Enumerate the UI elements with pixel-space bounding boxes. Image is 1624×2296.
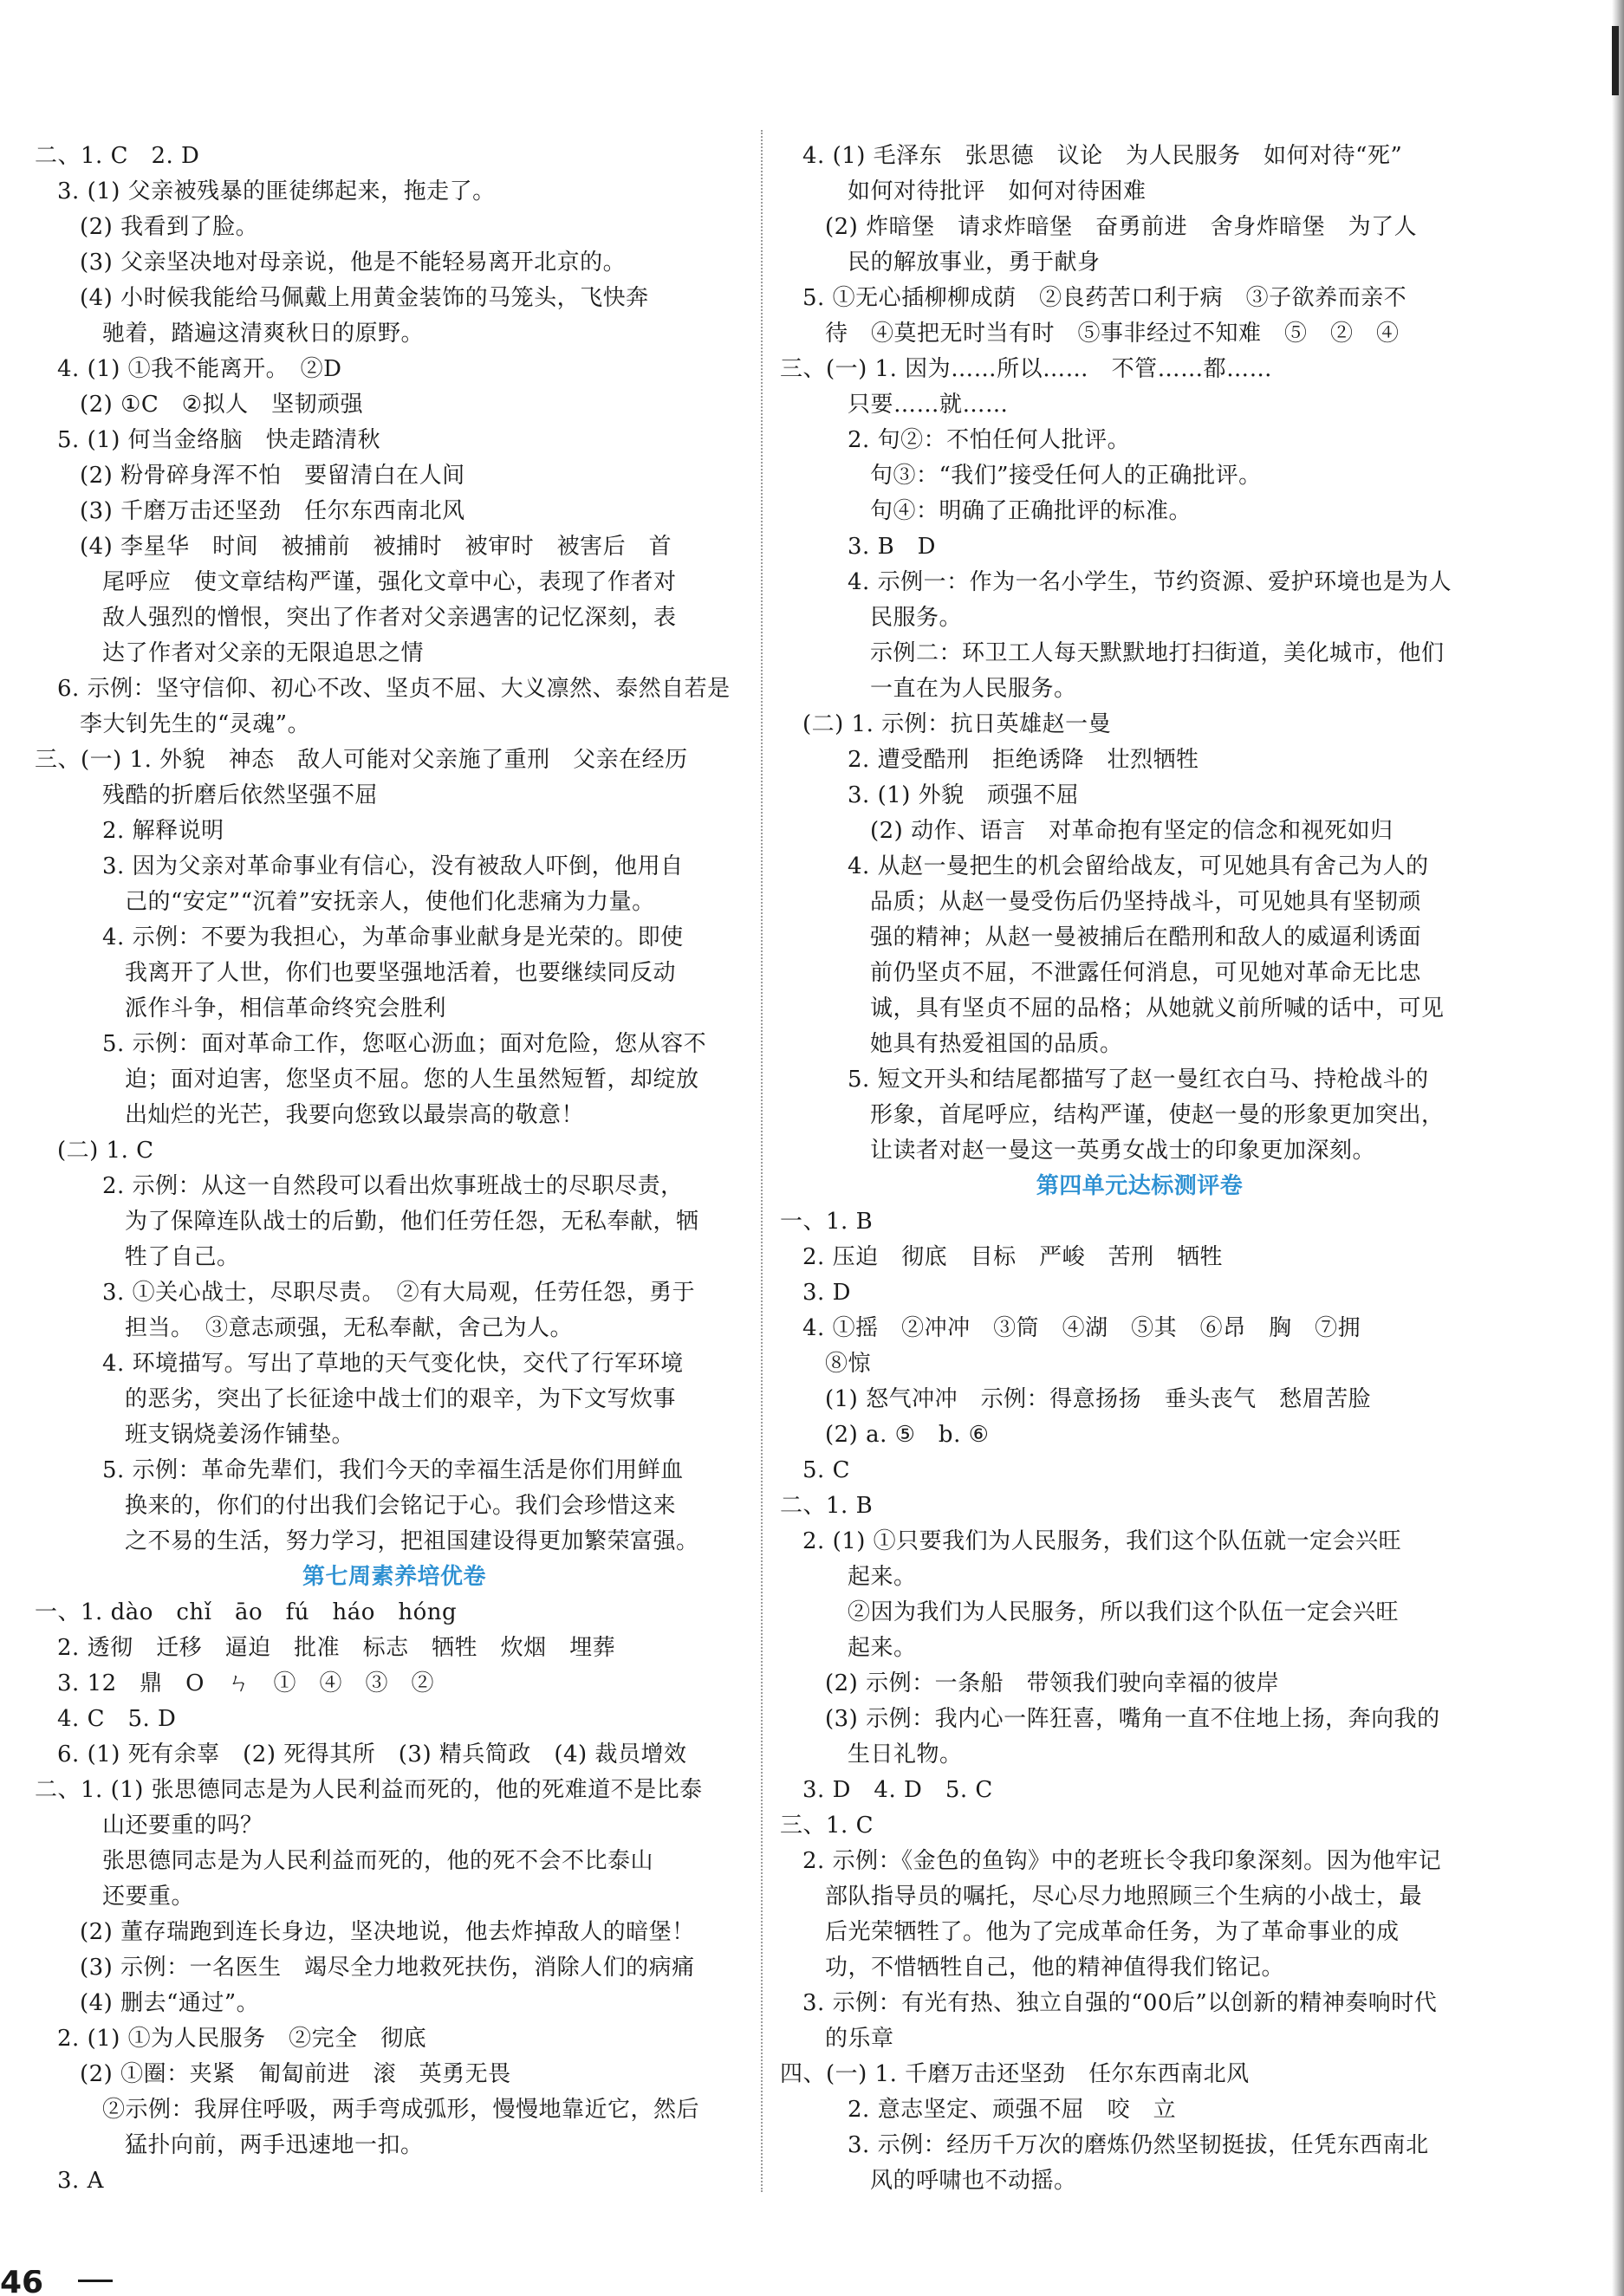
answer-line: 部队指导员的嘱托，尽心尽力地照顾三个生病的小战士，最 bbox=[825, 1884, 1423, 1910]
answer-line: 猛扑向前，两手迅速地一扣。 bbox=[125, 2132, 424, 2158]
answer-line: 风的呼啸也不动摇。 bbox=[870, 2168, 1077, 2194]
answer-line: (2) a. ⑤ b. ⑥ bbox=[825, 1422, 990, 1448]
scan-mark bbox=[1612, 26, 1619, 95]
answer-line: 三、(一) 1. 外貌 神态 敌人可能对父亲施了重刑 父亲在经历 bbox=[35, 747, 688, 773]
answer-line: 3. (1) 父亲被残暴的匪徒绑起来，拖走了。 bbox=[57, 178, 496, 204]
answer-line: 出灿烂的光芒，我要向您致以最崇高的敬意！ bbox=[125, 1102, 585, 1128]
answer-line: 民的解放事业，勇于献身 bbox=[848, 250, 1101, 276]
answer-line: 3. D 4. D 5. C bbox=[802, 1777, 993, 1803]
answer-line: 一、1. B bbox=[780, 1209, 874, 1235]
answer-line: 2. 意志坚定、顽强不屈 咬 立 bbox=[848, 2097, 1177, 2123]
answer-line: 功，不惜牺牲自己，他的精神值得我们铭记。 bbox=[825, 1955, 1285, 1981]
answer-line: (2) 示例：一条船 带领我们驶向幸福的彼岸 bbox=[825, 1670, 1280, 1696]
answer-line: 强的精神；从赵一曼被捕后在酷刑和敌人的威逼利诱面 bbox=[870, 924, 1422, 950]
answer-line: 2. (1) ①为人民服务 ②完全 彻底 bbox=[57, 2026, 427, 2052]
answer-line: 2. 示例：《金色的鱼钩》中的老班长令我印象深刻。因为他牢记 bbox=[802, 1848, 1442, 1874]
answer-line: 的乐章 bbox=[825, 2026, 894, 2052]
answer-line: ②示例：我屏住呼吸，两手弯成弧形，慢慢地靠近它，然后 bbox=[102, 2097, 700, 2123]
answer-line: 形象，首尾呼应，结构严谨，使赵一曼的形象更加突出， bbox=[870, 1102, 1445, 1128]
answer-line: 品质；从赵一曼受伤后仍坚持战斗，可见她具有坚韧顽 bbox=[870, 889, 1422, 915]
answer-line: 2. 遭受酷刑 拒绝诱降 壮烈牺牲 bbox=[848, 747, 1199, 773]
answer-line: 生日礼物。 bbox=[848, 1741, 963, 1767]
answer-line: (4) 李星华 时间 被捕前 被捕时 被审时 被害后 首 bbox=[80, 534, 672, 560]
answer-line: 三、(一) 1. 因为……所以…… 不管……都…… bbox=[780, 356, 1273, 382]
answer-line: 4. (1) ①我不能离开。 ②D bbox=[57, 356, 342, 382]
answer-line: 派作斗争，相信革命终究会胜利 bbox=[125, 996, 447, 1022]
answer-line: (4) 小时候我能给马佩戴上用黄金装饰的马笼头，飞快奔 bbox=[80, 285, 649, 311]
answer-line: 之不易的生活，努力学习，把祖国建设得更加繁荣富强。 bbox=[125, 1528, 699, 1554]
answer-line: 6. (1) 死有余辜 (2) 死得其所 (3) 精兵简政 (4) 裁员增效 bbox=[57, 1741, 687, 1767]
section-heading: 第七周素养培优卷 bbox=[302, 1564, 486, 1590]
answer-line: 4. (1) 毛泽东 张思德 议论 为人民服务 如何对待“死” bbox=[802, 143, 1403, 169]
answer-line: 山还要重的吗？ bbox=[102, 1813, 263, 1839]
answer-line: 敌人强烈的憎恨，突出了作者对父亲遇害的记忆深刻，表 bbox=[102, 605, 677, 631]
answer-line: 牲了自己。 bbox=[125, 1244, 240, 1270]
answer-line: 担当。 ③意志顽强，无私奉献，舍己为人。 bbox=[125, 1315, 574, 1341]
answer-line: (2) 董存瑞跑到连长身边，坚决地说，他去炸掉敌人的暗堡！ bbox=[80, 1919, 695, 1945]
answer-line: 诚，具有坚贞不屈的品格；从她就义前所喊的话中，可见 bbox=[870, 996, 1445, 1022]
answer-line: 3. B D bbox=[848, 534, 937, 560]
answer-line: 4. C 5. D bbox=[57, 1706, 177, 1732]
answer-line: 4. 从赵一曼把生的机会留给战友，可见她具有舍己为人的 bbox=[848, 853, 1429, 879]
answer-line: 句④：明确了正确批评的标准。 bbox=[870, 498, 1192, 524]
answer-line: 2. (1) ①只要我们为人民服务，我们这个队伍就一定会兴旺 bbox=[802, 1528, 1402, 1554]
answer-column-right bbox=[780, 139, 1499, 2199]
answer-line: 起来。 bbox=[848, 1635, 917, 1661]
answer-line: (3) 示例：我内心一阵狂喜，嘴角一直不住地上扬，奔向我的 bbox=[825, 1706, 1440, 1732]
answer-line: 驰着，踏遍这清爽秋日的原野。 bbox=[102, 321, 425, 347]
answer-line: (2) 动作、语言 对革命抱有坚定的信念和视死如归 bbox=[870, 818, 1393, 844]
answer-line: 3. 示例：经历千万次的磨炼仍然坚韧挺拔，任凭东西南北 bbox=[848, 2132, 1429, 2158]
answer-line: 三、1. C bbox=[780, 1813, 874, 1839]
column-divider bbox=[761, 130, 763, 2192]
answer-line: 示例二：环卫工人每天默默地打扫街道，美化城市，他们 bbox=[870, 640, 1445, 666]
answer-line: 4. 示例：不要为我担心，为革命事业献身是光荣的。即使 bbox=[102, 924, 684, 950]
answer-line: 李大钊先生的“灵魂”。 bbox=[80, 711, 311, 737]
answer-line: 一直在为人民服务。 bbox=[870, 676, 1077, 702]
answer-line: 4. 示例一：作为一名小学生，节约资源、爱护环境也是为人 bbox=[848, 569, 1452, 595]
answer-line: 班支锅烧姜汤作铺垫。 bbox=[125, 1422, 355, 1448]
answer-line: 6. 示例：坚守信仰、初心不改、坚贞不屈、大义凛然、泰然自若是 bbox=[57, 676, 731, 702]
answer-line: 起来。 bbox=[848, 1564, 917, 1590]
answer-line: 5. C bbox=[802, 1457, 850, 1483]
answer-line: 二、1. C 2. D bbox=[35, 143, 200, 169]
answer-line: 残酷的折磨后依然坚强不屈 bbox=[102, 782, 379, 808]
answer-line: 的恶劣，突出了长征途中战士们的艰辛，为下文写炊事 bbox=[125, 1386, 677, 1412]
answer-line: 3. 因为父亲对革命事业有信心，没有被敌人吓倒，他用自 bbox=[102, 853, 684, 879]
answer-line: 让读者对赵一曼这一英勇女战士的印象更加深刻。 bbox=[870, 1138, 1376, 1164]
answer-line: 3. 示例：有光有热、独立自强的“00后”以创新的精神奏响时代 bbox=[802, 1990, 1438, 2016]
answer-line: (二) 1. C bbox=[57, 1138, 154, 1164]
answer-line: 3. 12 鼎 O ㄣ ① ④ ③ ② bbox=[57, 1670, 434, 1696]
answer-line: 5. ①无心插柳柳成荫 ②良药苦口利于病 ③子欲养而亲不 bbox=[802, 285, 1407, 311]
answer-line: 如何对待批评 如何对待困难 bbox=[848, 178, 1147, 204]
answer-line: 迫；面对迫害，您坚贞不屈。您的人生虽然短暂，却绽放 bbox=[125, 1067, 699, 1093]
answer-line: 3. ①关心战士，尽职尽责。 ②有大局观，任劳任怨，勇于 bbox=[102, 1280, 696, 1306]
answer-line: (2) 粉骨碎身浑不怕 要留清白在人间 bbox=[80, 463, 465, 489]
answer-line: (2) ①C ②拟人 坚韧顽强 bbox=[80, 392, 364, 418]
answer-line: 她具有热爱祖国的品质。 bbox=[870, 1031, 1123, 1057]
binding-edge bbox=[1612, 0, 1624, 2296]
answer-line: (二) 1. 示例：抗日英雄赵一曼 bbox=[802, 711, 1112, 737]
answer-line: 5. 示例：革命先辈们，我们今天的幸福生活是你们用鲜血 bbox=[102, 1457, 684, 1483]
answer-line: (2) ①圈：夹紧 匍匐前进 滚 英勇无畏 bbox=[80, 2061, 511, 2087]
section-heading: 第四单元达标测评卷 bbox=[1036, 1173, 1244, 1199]
answer-line: 民服务。 bbox=[870, 605, 963, 631]
answer-line: 后光荣牺牲了。他为了完成革命任务，为了革命事业的成 bbox=[825, 1919, 1400, 1945]
answer-line: 待 ④莫把无时当有时 ⑤事非经过不知难 ⑤ ② ④ bbox=[825, 321, 1400, 347]
answer-line: 2. 解释说明 bbox=[102, 818, 224, 844]
answer-line: 二、1. B bbox=[780, 1493, 874, 1519]
answer-line: 4. 环境描写。写出了草地的天气变化快，交代了行军环境 bbox=[102, 1351, 684, 1377]
answer-line: 5. 短文开头和结尾都描写了赵一曼红衣白马、持枪战斗的 bbox=[848, 1067, 1429, 1093]
answer-line: ⑧惊 bbox=[825, 1351, 872, 1377]
answer-line: 2. 压迫 彻底 目标 严峻 苦刑 牺牲 bbox=[802, 1244, 1224, 1270]
answer-line: (2) 我看到了脸。 bbox=[80, 214, 259, 240]
answer-line: 前仍坚贞不屈，不泄露任何消息，可见她对革命无比忠 bbox=[870, 960, 1422, 986]
answer-line: 四、(一) 1. 千磨万击还坚劲 任尔东西南北风 bbox=[780, 2061, 1250, 2087]
page-number: 46 bbox=[0, 2270, 44, 2296]
answer-line: 2. 透彻 迁移 逼迫 批准 标志 牺牲 炊烟 埋葬 bbox=[57, 1635, 616, 1661]
answer-line: 一、1. dào chǐ āo fú háo hóng bbox=[35, 1599, 458, 1625]
answer-line: 为了保障连队战士的后勤，他们任劳任怨，无私奉献，牺 bbox=[125, 1209, 699, 1235]
answer-line: 句③：“我们”接受任何人的正确批评。 bbox=[870, 463, 1262, 489]
answer-line: 5. 示例：面对革命工作，您呕心沥血；面对危险，您从容不 bbox=[102, 1031, 707, 1057]
answer-line: ②因为我们为人民服务，所以我们这个队伍一定会兴旺 bbox=[848, 1599, 1400, 1625]
answer-line: 我离开了人世，你们也要坚强地活着，也要继续同反动 bbox=[125, 960, 677, 986]
answer-line: (3) 父亲坚决地对母亲说，他是不能轻易离开北京的。 bbox=[80, 250, 627, 276]
answer-line: 尾呼应 使文章结构严谨，强化文章中心，表现了作者对 bbox=[102, 569, 677, 595]
answer-line: 3. A bbox=[57, 2168, 104, 2194]
answer-column-left bbox=[35, 139, 754, 2199]
answer-line: 换来的，你们的付出我们会铭记于心。我们会珍惜这来 bbox=[125, 1493, 677, 1519]
answer-line: 5. (1) 何当金络脑 快走踏清秋 bbox=[57, 427, 381, 453]
answer-line: 张思德同志是为人民利益而死的，他的死不会不比泰山 bbox=[102, 1848, 654, 1874]
answer-line: 达了作者对父亲的无限追思之情 bbox=[102, 640, 425, 666]
answer-line: 二、1. (1) 张思德同志是为人民利益而死的，他的死难道不是比泰 bbox=[35, 1777, 703, 1803]
answer-line: (3) 千磨万击还坚劲 任尔东西南北风 bbox=[80, 498, 465, 524]
answer-line: 还要重。 bbox=[102, 1884, 195, 1910]
answer-line: 3. D bbox=[802, 1280, 851, 1306]
page-number-dash bbox=[78, 2280, 113, 2282]
answer-line: (1) 怒气冲冲 示例：得意扬扬 垂头丧气 愁眉苦脸 bbox=[825, 1386, 1372, 1412]
answer-line: (3) 示例：一名医生 竭尽全力地救死扶伤，消除人们的病痛 bbox=[80, 1955, 695, 1981]
answer-line: 4. ①摇 ②冲冲 ③筒 ④湖 ⑤其 ⑥昂 胸 ⑦拥 bbox=[802, 1315, 1361, 1341]
answer-line: 只要……就…… bbox=[848, 392, 1009, 418]
answer-line: 2. 示例：从这一自然段可以看出炊事班战士的尽职尽责， bbox=[102, 1173, 684, 1199]
answer-line: (2) 炸暗堡 请求炸暗堡 奋勇前进 舍身炸暗堡 为了人 bbox=[825, 214, 1418, 240]
answer-line: 己的“安定”“沉着”安抚亲人，使他们化悲痛为力量。 bbox=[125, 889, 655, 915]
answer-line: 3. (1) 外貌 顽强不屈 bbox=[848, 782, 1080, 808]
answer-line: (4) 删去“通过”。 bbox=[80, 1990, 260, 2016]
answer-line: 2. 句②：不怕任何人批评。 bbox=[848, 427, 1131, 453]
